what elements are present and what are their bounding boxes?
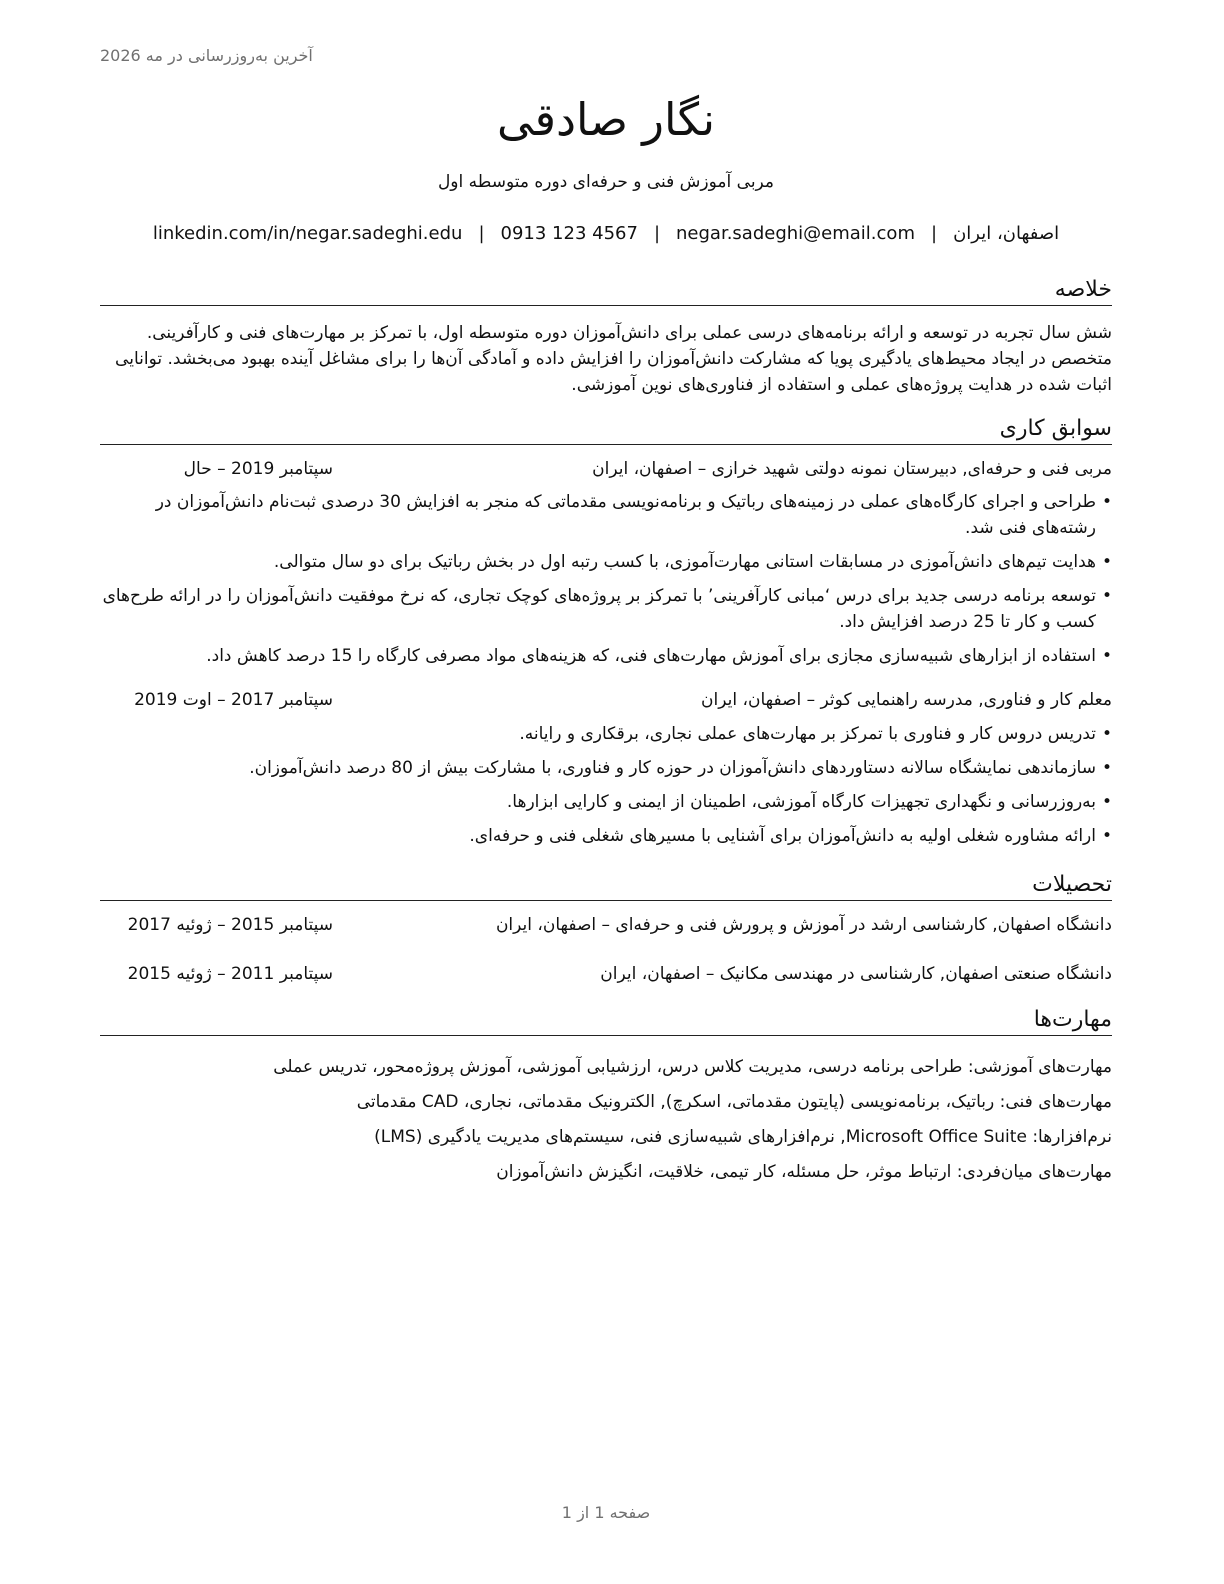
contact-phone[interactable]: 0913 123 4567 [500,223,638,244]
resume-page [100,0,1112,1584]
skills-list [100,1050,1112,1190]
last-updated: آخرین به‌روزرسانی در مه 2026 [100,46,313,65]
list-item: • تدریس دروس کار و فناوری با تمرکز بر مهارت‌های عملی نجاری، برقکاری و رایانه. [100,721,1112,747]
education-dates: سپتامبر 2015 – ژوئیه 2017 [127,915,333,935]
experience-dates: سپتامبر 2017 – اوت 2019 [134,690,333,710]
list-item: • ارائه مشاوره شغلی اولیه به دانش‌آموزان برای آشنایی با مسیرهای شغلی فنی و حرفه‌ای. [100,823,1112,849]
list-item: • هدایت تیم‌های دانش‌آموزی در مسابقات استانی مهارت‌آموزی، با کسب رتبه اول در بخش رباتیک برای دو سال متوالی. [100,549,1112,575]
contact-separator: | [653,223,661,244]
experience-dates: سپتامبر 2019 – حال [183,459,333,479]
summary-text: شش سال تجربه در توسعه و ارائه برنامه‌های درسی عملی برای دانش‌آموزان دوره متوسطه اول، با تمرکز بر مهارت‌های فنی و کارآفرینی. متخصص در ایجاد محیط‌های یادگیری پویا که مشارکت دانش‌آموزان را افزایش داده و آمادگی آن‌ها را برای مشاغل آینده بهبود می‌بخشد. توانایی اثبات شده در هدایت پروژه‌های عملی و استفاده از فناوری‌های نوین آموزشی. [115,323,1112,395]
skill-line: نرم‌افزارها: Microsoft Office Suite, نرم‌افزارهای شبیه‌سازی فنی، سیستم‌های مدیریت یادگیری (LMS) [374,1127,1112,1147]
experience-bullets [100,489,1112,677]
experience-bullets [100,721,1112,857]
contact-location: اصفهان، ایران [953,223,1060,244]
contact-line [100,223,1112,244]
experience-entry-header [100,459,1112,485]
list-item: • طراحی و اجرای کارگاه‌های عملی در زمینه‌های رباتیک و برنامه‌نویسی مقدماتی که منجر به افزایش 30 درصدی ثبت‌نام دانش‌آموزان در رشته‌های فنی شد. [100,489,1112,541]
list-item: • سازماندهی نمایشگاه سالانه دستاوردهای دانش‌آموزان در حوزه کار و فناوری، با مشارکت بیش از 80 درصد دانش‌آموزان. [100,755,1112,781]
section-title-summary: خلاصه [100,276,1112,306]
section-title-experience: سوابق کاری [100,415,1112,445]
education-entry [100,964,1112,990]
contact-email[interactable]: negar.sadeghi@email.com [676,223,915,244]
list-item: • توسعه برنامه درسی جدید برای درس ‘مبانی کارآفرینی’ با تمرکز بر پروژه‌های کوچک تجاری، که نرخ موفقیت دانش‌آموزان را در ارائه طرح‌های کسب و کار تا 25 درصد افزایش داد. [100,583,1112,635]
page-number: صفحه 1 از 1 [561,1503,651,1522]
skill-line: مهارت‌های فنی: رباتیک، برنامه‌نویسی (پایتون مقدماتی، اسکرچ), الکترونیک مقدماتی، نجاری، CAD مقدماتی [356,1092,1112,1112]
experience-title: معلم کار و فناوری, مدرسه راهنمایی کوثر – اصفهان، ایران [701,690,1112,710]
section-title-education: تحصیلات [100,871,1112,901]
list-item: • استفاده از ابزارهای شبیه‌سازی مجازی برای آموزش مهارت‌های فنی، که هزینه‌های مواد مصرفی کارگاه را 15 درصد کاهش داد. [100,643,1112,669]
list-item: • به‌روزرسانی و نگهداری تجهیزات کارگاه آموزشی، اطمینان از ایمنی و کارایی ابزارها. [100,789,1112,815]
skill-line: مهارت‌های میان‌فردی: ارتباط موثر، حل مسئله، کار تیمی، خلاقیت، انگیزش دانش‌آموزان [496,1162,1112,1182]
contact-linkedin[interactable]: linkedin.com/in/negar.sadeghi.edu [152,223,463,244]
education-dates: سپتامبر 2011 – ژوئیه 2015 [127,964,333,984]
contact-separator: | [930,223,938,244]
education-title: دانشگاه اصفهان, کارشناسی ارشد در آموزش و پرورش فنی و حرفه‌ای – اصفهان، ایران [495,915,1112,935]
experience-title: مربی فنی و حرفه‌ای, دبیرستان نمونه دولتی شهید خرازی – اصفهان، ایران [592,459,1112,479]
education-title: دانشگاه صنعتی اصفهان, کارشناسی در مهندسی مکانیک – اصفهان، ایران [600,964,1112,984]
contact-separator: | [478,223,485,244]
skill-line: مهارت‌های آموزشی: طراحی برنامه درسی، مدیریت کلاس درس، ارزشیابی آموزشی، آموزش پروژه‌محور، تدریس عملی [273,1057,1112,1077]
section-title-skills: مهارت‌ها [100,1006,1112,1036]
education-entry [100,915,1112,941]
person-name: نگار صادقی [496,93,716,146]
experience-entry-header [100,690,1112,716]
headline: مربی آموزش فنی و حرفه‌ای دوره متوسطه اول [437,172,775,192]
